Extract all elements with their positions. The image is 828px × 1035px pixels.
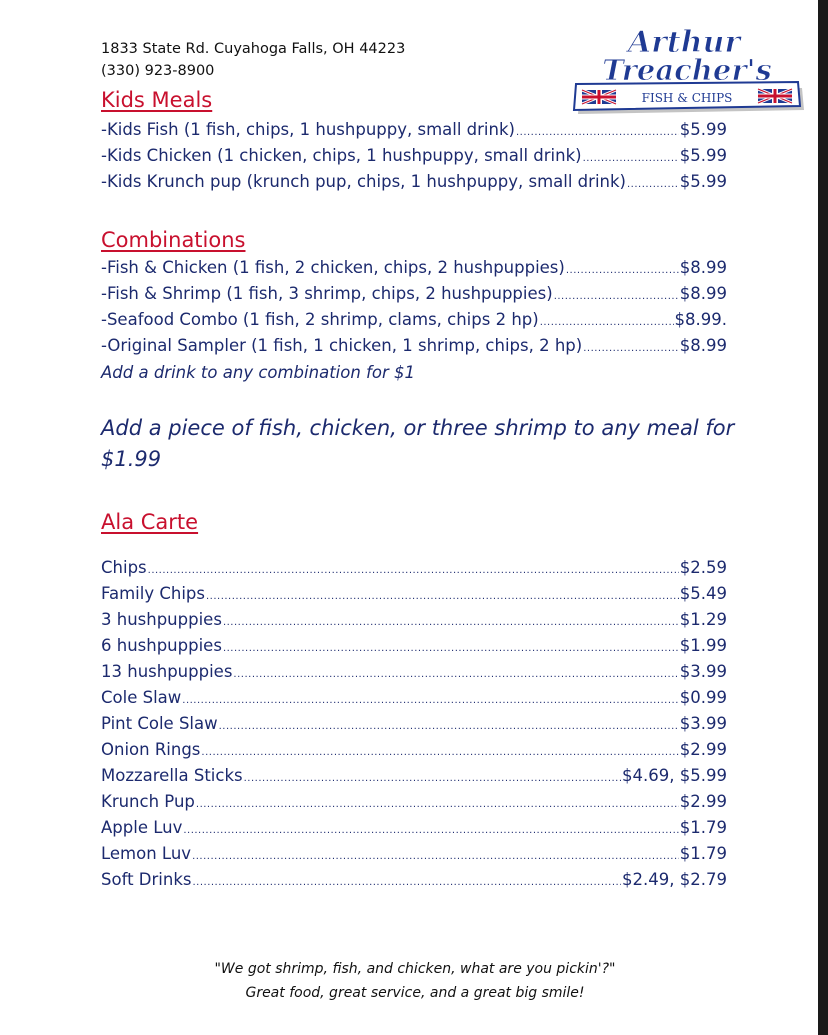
item-name: Apple Luv [101,818,183,837]
kids-meal-item [101,146,727,165]
item-name: Cole Slaw [101,688,182,707]
item-name: Chips [101,558,147,577]
item-name: Pint Cole Slaw [101,714,218,733]
ala-carte-item [101,688,727,707]
arthur-treachers-logo [566,26,808,118]
combination-item [101,258,727,277]
item-name: -Kids Krunch pup (krunch pup, chips, 1 hushpuppy, small drink) [101,172,626,191]
footer [101,957,729,1005]
item-price: $3.99 [679,662,727,681]
item-name: Mozzarella Sticks [101,766,243,785]
dot-leader [233,670,678,680]
kids-meal-item [101,120,727,139]
item-name: -Original Sampler (1 fish, 1 chicken, 1 shrimp, chips, 2 hp) [101,336,583,355]
item-price: $1.79 [679,844,727,863]
dot-leader [566,266,679,276]
kids-meal-item [101,172,727,191]
combinations-title: Combinations [101,228,246,252]
item-price: $0.99 [679,688,727,707]
dot-leader [192,852,679,862]
dot-leader [192,878,621,888]
dot-leader [583,154,679,164]
store-address: 1833 State Rd. Cuyahoga Falls, OH 44223 [101,41,406,57]
dot-leader [554,292,679,302]
dot-leader [540,318,674,328]
item-price: $3.99 [679,714,727,733]
dot-leader [183,826,678,836]
ala-carte-title: Ala Carte [101,510,199,534]
item-name: Family Chips [101,584,205,603]
item-name: -Fish & Chicken (1 fish, 2 chicken, chips, 2 hushpuppies) [101,258,565,277]
combination-item [101,310,727,329]
ala-carte-item [101,792,727,811]
ala-carte-item [101,818,727,837]
item-price: $5.99 [679,120,727,139]
item-price: $1.79 [679,818,727,837]
item-price: $2.99 [679,740,727,759]
ala-carte-item [101,766,727,785]
store-contact [101,38,405,82]
item-price: $8.99 [679,258,727,277]
combination-item [101,284,727,303]
dot-leader [627,180,679,190]
combination-drink-note: Add a drink to any combination for $1 [101,363,415,382]
item-name: -Fish & Shrimp (1 fish, 3 shrimp, chips, 2 hushpuppies) [101,284,553,303]
dot-leader [148,566,679,576]
item-name: Soft Drinks [101,870,192,889]
dot-leader [196,800,679,810]
item-price: $5.99 [679,146,727,165]
ala-carte-item [101,740,727,759]
ala-carte-item [101,844,727,863]
dot-leader [244,774,621,784]
dot-leader [206,592,679,602]
item-price: $4.69, $5.99 [622,766,727,785]
item-price: $2.49, $2.79 [622,870,727,889]
uk-flag-icon [758,89,792,103]
dot-leader [219,722,679,732]
store-phone: (330) 923-8900 [101,63,215,79]
item-price: $5.49 [679,584,727,603]
item-price: $1.29 [679,610,727,629]
combination-item [101,336,727,355]
item-price: $8.99. [674,310,727,329]
footer-quote: "We got shrimp, fish, and chicken, what are you pickin'?" [214,961,616,977]
addon-note: Add a piece of fish, chicken, or three shrimp to any meal for $1.99 [101,416,735,471]
item-name: -Seafood Combo (1 fish, 2 shrimp, clams, chips 2 hp) [101,310,539,329]
item-name: -Kids Chicken (1 chicken, chips, 1 hushpuppy, small drink) [101,146,582,165]
item-price: $5.99 [679,172,727,191]
item-price: $8.99 [679,284,727,303]
item-price: $1.99 [679,636,727,655]
dot-leader [516,128,679,138]
ala-carte-item [101,558,727,577]
item-name: Lemon Luv [101,844,192,863]
item-price: $2.99 [679,792,727,811]
item-name: 6 hushpuppies [101,636,222,655]
footer-tagline: Great food, great service, and a great big smile! [245,985,585,1001]
dot-leader [223,644,679,654]
logo-line1: Arthur [627,26,741,60]
item-name: Krunch Pup [101,792,195,811]
item-price: $2.59 [679,558,727,577]
item-price: $8.99 [679,336,727,355]
ala-carte-item [101,584,727,603]
ala-carte-item [101,662,727,681]
dot-leader [583,344,679,354]
dot-leader [182,696,678,706]
item-name: -Kids Fish (1 fish, chips, 1 hushpuppy, small drink) [101,120,515,139]
item-name: Onion Rings [101,740,201,759]
logo-line2: Treacher's [602,53,772,87]
dot-leader [223,618,679,628]
logo-tagline: FISH & CHIPS [641,91,733,105]
kids-meals-title: Kids Meals [101,88,213,112]
item-name: 13 hushpuppies [101,662,233,681]
ala-carte-item [101,714,727,733]
ala-carte-item [101,870,727,889]
item-name: 3 hushpuppies [101,610,222,629]
ala-carte-item [101,636,727,655]
uk-flag-icon [582,90,616,104]
dot-leader [201,748,678,758]
ala-carte-item [101,610,727,629]
